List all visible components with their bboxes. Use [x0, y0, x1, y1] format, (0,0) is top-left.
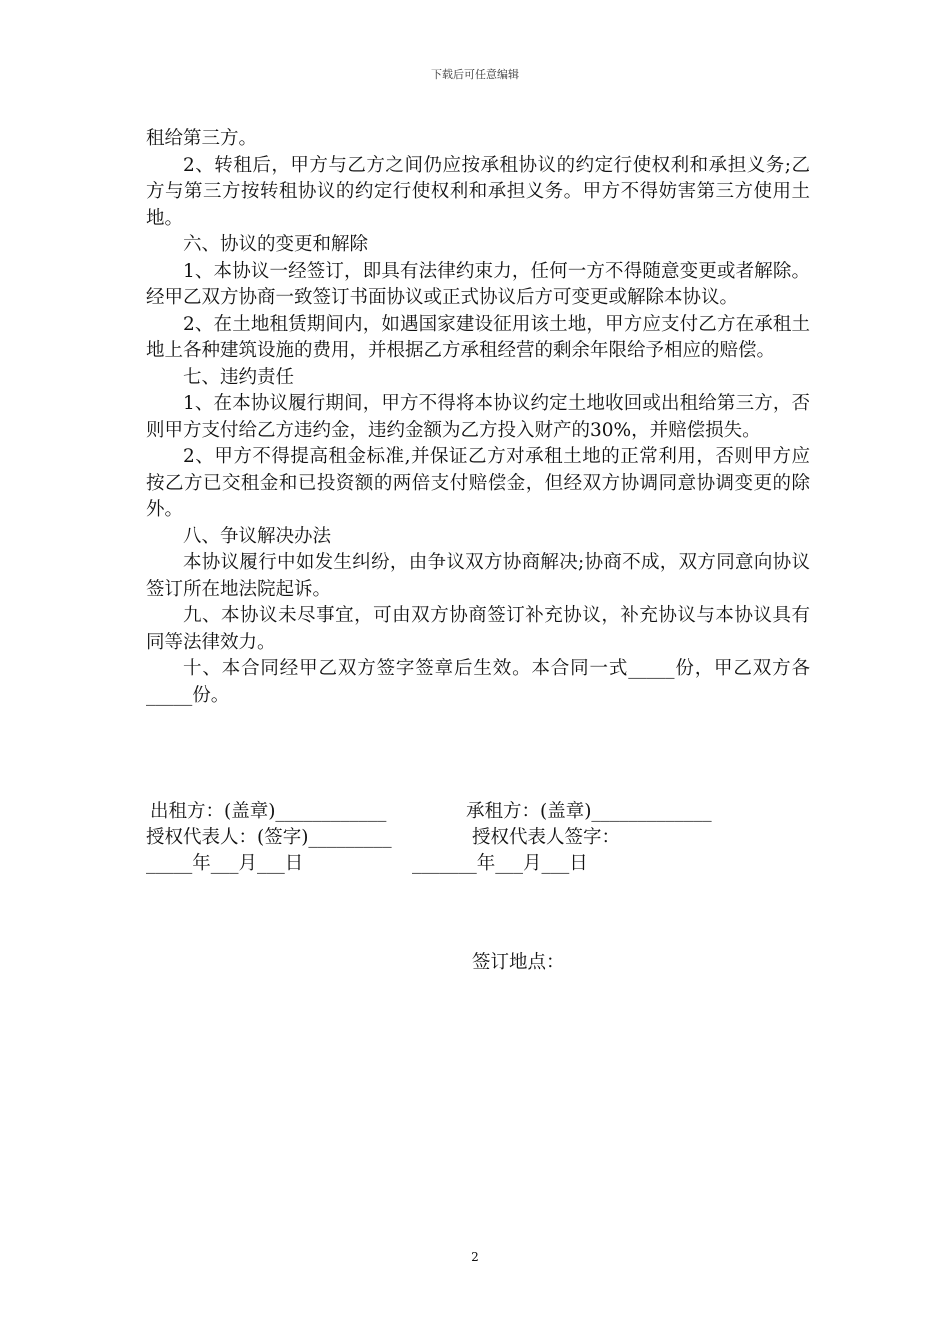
lessee-signature-line: 承租方：(盖章)_____________	[466, 801, 712, 822]
paragraph: 租给第三方。	[146, 128, 258, 149]
lessee-date-line: _______年___月___日	[412, 853, 588, 874]
lessor-date-line: _____年___月___日	[146, 853, 304, 874]
signing-place: 签订地点：	[472, 952, 565, 973]
paragraph: 十、本合同经甲乙双方签字签章后生效。本合同一式_____份，甲乙双方各_____份。	[146, 658, 810, 706]
contract-body	[146, 126, 810, 709]
lessee-representative-line: 授权代表人签字：	[472, 827, 621, 848]
paragraph: 2、转租后，甲方与乙方之间仍应按承租协议的约定行使权利和承担义务;乙方与第三方按转租协议的约定行使权利和承担义务。甲方不得妨害第三方使用土地。	[146, 154, 810, 229]
section-heading: 六、协议的变更和解除	[183, 234, 369, 255]
paragraph: 九、本协议未尽事宜，可由双方协商签订补充协议，补充协议与本协议具有同等法律效力。	[146, 605, 810, 653]
lessor-representative-line: 授权代表人：(签字)_________	[146, 827, 392, 848]
paragraph: 2、甲方不得提高租金标准,并保证乙方对承租土地的正常利用，否则甲方应按乙方已交租金和已投资额的两倍支付赔偿金，但经双方协调同意协调变更的除外。	[146, 446, 810, 520]
paragraph: 2、在土地租赁期间内，如遇国家建设征用该土地，甲方应支付乙方在承租土地上各种建筑设施的费用，并根据乙方承租经营的剩余年限给予相应的赔偿。	[146, 313, 810, 361]
section-heading: 七、违约责任	[183, 366, 295, 388]
paragraph: 1、本协议一经签订，即具有法律约束力，任何一方不得随意变更或者解除。经甲乙双方协商一致签订书面协议或正式协议后方可变更或解除本协议。	[146, 260, 810, 308]
page-number: 2	[471, 1250, 479, 1264]
page-header: 下载后可任意编辑	[431, 68, 519, 81]
lessor-signature-line: 出租方：(盖章)____________	[150, 801, 387, 822]
section-heading: 八、争议解决办法	[183, 525, 332, 547]
paragraph: 1、在本协议履行期间，甲方不得将本协议约定土地收回或出租给第三方，否则甲方支付给乙方违约金，违约金额为乙方投入财产的30%，并赔偿损失。	[146, 393, 810, 441]
paragraph: 本协议履行中如发生纠纷，由争议双方协商解决;协商不成，双方同意向协议签订所在地法院起诉。	[146, 552, 810, 600]
